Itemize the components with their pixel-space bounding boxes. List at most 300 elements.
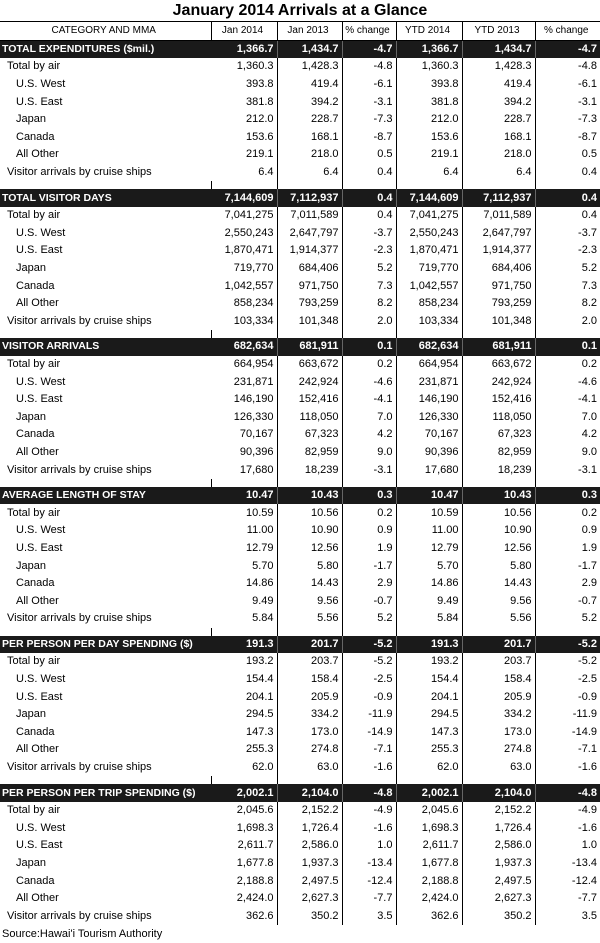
cell-ytd-2014: 62.0 bbox=[396, 759, 462, 777]
spacer-cell bbox=[211, 628, 277, 636]
cell-jan-2014: 126,330 bbox=[211, 408, 277, 426]
cell-month-change: -0.9 bbox=[342, 688, 396, 706]
table-row bbox=[0, 504, 600, 522]
cell-ytd-change: -1.6 bbox=[578, 761, 597, 774]
spacer-cell bbox=[0, 479, 211, 487]
cell-ytd-2014: 126,330 bbox=[396, 408, 462, 426]
cell-ytd-change: 5.2 bbox=[581, 262, 597, 275]
cell-category: All Other bbox=[16, 892, 59, 905]
cell-ytd-2013: 101,348 bbox=[462, 313, 535, 331]
cell-jan-2014: 154.4 bbox=[211, 671, 277, 689]
source-note: Source:Hawai'i Tourism Authority bbox=[2, 928, 163, 940]
cell-ytd-2014: 255.3 bbox=[396, 741, 462, 759]
cell-category: Visitor arrivals by cruise ships bbox=[7, 909, 152, 922]
cell-jan-2014: 90,396 bbox=[211, 444, 277, 462]
cell-jan-2013: 82,959 bbox=[277, 444, 342, 462]
cell-ytd-2013: 1,937.3 bbox=[462, 855, 535, 873]
cell-ytd-2014: 5.70 bbox=[396, 557, 462, 575]
cell-category: TOTAL EXPENDITURES ($mil.) bbox=[0, 40, 211, 58]
cell-ytd-2014: 14.86 bbox=[396, 575, 462, 593]
cell-category: PER PERSON PER DAY SPENDING ($) bbox=[0, 636, 211, 654]
cell-month-change: -7.1 bbox=[342, 741, 396, 759]
cell-ytd-2013: 6.4 bbox=[462, 164, 535, 182]
cell-jan-2014: 664,954 bbox=[211, 356, 277, 374]
cell-ytd-2013: 168.1 bbox=[462, 129, 535, 147]
cell-ytd-2014: 17,680 bbox=[396, 461, 462, 479]
cell-jan-2014: 2,002.1 bbox=[211, 784, 277, 802]
cell-ytd-2013: 681,911 bbox=[462, 338, 535, 356]
cell-category: Total by air bbox=[7, 209, 61, 222]
spacer-cell bbox=[342, 330, 396, 338]
cell-jan-2013: 394.2 bbox=[277, 93, 342, 111]
cell-month-change: 9.0 bbox=[342, 444, 396, 462]
cell-month-change: 2.9 bbox=[342, 575, 396, 593]
cell-ytd-2013: 82,959 bbox=[462, 444, 535, 462]
cell-ytd-2014: 2,188.8 bbox=[396, 872, 462, 890]
column-header-category: CATEGORY AND MMA bbox=[0, 22, 211, 41]
cell-category: U.S. East bbox=[16, 393, 63, 406]
cell-ytd-2013: 394.2 bbox=[462, 93, 535, 111]
cell-month-change: -4.1 bbox=[342, 391, 396, 409]
cell-jan-2013: 1,726.4 bbox=[277, 820, 342, 838]
table-row bbox=[0, 890, 600, 908]
cell-jan-2013: 9.56 bbox=[277, 592, 342, 610]
cell-ytd-change: 3.5 bbox=[581, 909, 597, 922]
cell-jan-2013: 1,937.3 bbox=[277, 855, 342, 873]
spacer-cell bbox=[396, 330, 462, 338]
table-row bbox=[0, 592, 600, 610]
cell-jan-2014: 2,188.8 bbox=[211, 872, 277, 890]
cell-ytd-2014: 153.6 bbox=[396, 129, 462, 147]
cell-month-change: -1.6 bbox=[342, 759, 396, 777]
cell-ytd-2014: 10.59 bbox=[396, 504, 462, 522]
cell-ytd-2014: 858,234 bbox=[396, 295, 462, 313]
table-header bbox=[0, 22, 600, 41]
spacer-cell bbox=[342, 628, 396, 636]
cell-ytd-2013: 2,497.5 bbox=[462, 872, 535, 890]
cell-month-change: -2.5 bbox=[342, 671, 396, 689]
cell-ytd-2014: 5.84 bbox=[396, 610, 462, 628]
cell-ytd-change: -5.2 bbox=[578, 655, 597, 668]
table-row bbox=[0, 837, 600, 855]
cell-jan-2014: 17,680 bbox=[211, 461, 277, 479]
table-row bbox=[0, 557, 600, 575]
cell-category: Canada bbox=[16, 577, 55, 590]
cell-month-change: -4.8 bbox=[342, 58, 396, 76]
cell-ytd-change: -7.1 bbox=[578, 743, 597, 756]
table-row bbox=[0, 872, 600, 890]
cell-jan-2013: 228.7 bbox=[277, 111, 342, 129]
cell-category: U.S. East bbox=[16, 244, 63, 257]
cell-jan-2014: 153.6 bbox=[211, 129, 277, 147]
table-row bbox=[0, 242, 600, 260]
cell-ytd-change: -3.1 bbox=[578, 95, 597, 108]
cell-ytd-2014: 231,871 bbox=[396, 373, 462, 391]
cell-ytd-2014: 1,042,557 bbox=[396, 277, 462, 295]
cell-ytd-2014: 212.0 bbox=[396, 111, 462, 129]
cell-ytd-2014: 2,002.1 bbox=[396, 784, 462, 802]
cell-jan-2014: 219.1 bbox=[211, 146, 277, 164]
cell-ytd-2013: 419.4 bbox=[462, 76, 535, 94]
cell-category: Visitor arrivals by cruise ships bbox=[7, 314, 152, 327]
section-header-row bbox=[0, 636, 600, 654]
cell-jan-2014: 1,677.8 bbox=[211, 855, 277, 873]
cell-ytd-2014: 682,634 bbox=[396, 338, 462, 356]
cell-ytd-2013: 5.56 bbox=[462, 610, 535, 628]
cell-jan-2013: 168.1 bbox=[277, 129, 342, 147]
cell-ytd-2013: 2,586.0 bbox=[462, 837, 535, 855]
cell-category: Visitor arrivals by cruise ships bbox=[7, 166, 152, 179]
cell-jan-2014: 858,234 bbox=[211, 295, 277, 313]
cell-ytd-2014: 90,396 bbox=[396, 444, 462, 462]
cell-month-change: 3.5 bbox=[342, 908, 396, 926]
spacer-cell bbox=[396, 776, 462, 784]
cell-ytd-change: 7.3 bbox=[581, 279, 597, 292]
cell-ytd-2013: 9.56 bbox=[462, 592, 535, 610]
cell-ytd-2014: 294.5 bbox=[396, 706, 462, 724]
cell-ytd-change: -2.5 bbox=[578, 673, 597, 686]
spacer-cell bbox=[277, 181, 342, 189]
cell-ytd-change: 1.0 bbox=[581, 839, 597, 852]
table-row bbox=[0, 802, 600, 820]
cell-ytd-2013: 10.90 bbox=[462, 522, 535, 540]
table-body bbox=[0, 40, 600, 925]
spacer-cell bbox=[342, 181, 396, 189]
cell-category: AVERAGE LENGTH OF STAY bbox=[0, 487, 211, 505]
cell-ytd-change: -1.6 bbox=[578, 821, 597, 834]
cell-jan-2014: 11.00 bbox=[211, 522, 277, 540]
cell-jan-2014: 682,634 bbox=[211, 338, 277, 356]
cell-month-change: -8.7 bbox=[342, 129, 396, 147]
cell-ytd-2014: 70,167 bbox=[396, 426, 462, 444]
table-row bbox=[0, 575, 600, 593]
cell-ytd-2014: 719,770 bbox=[396, 260, 462, 278]
cell-ytd-2013: 2,647,797 bbox=[462, 225, 535, 243]
cell-ytd-change: 0.4 bbox=[581, 209, 597, 222]
cell-month-change: 0.2 bbox=[342, 504, 396, 522]
cell-jan-2013: 10.90 bbox=[277, 522, 342, 540]
cell-month-change: 1.9 bbox=[342, 540, 396, 558]
cell-jan-2014: 193.2 bbox=[211, 653, 277, 671]
cell-jan-2014: 6.4 bbox=[211, 164, 277, 182]
cell-ytd-change: 0.5 bbox=[581, 148, 597, 161]
cell-ytd-2013: 14.43 bbox=[462, 575, 535, 593]
cell-ytd-2013: 1,914,377 bbox=[462, 242, 535, 260]
cell-jan-2014: 7,144,609 bbox=[211, 189, 277, 207]
section-header-row bbox=[0, 487, 600, 505]
cell-month-change: 0.2 bbox=[342, 356, 396, 374]
cell-category: U.S. West bbox=[16, 524, 66, 537]
table-row bbox=[0, 260, 600, 278]
spacer-cell bbox=[535, 330, 600, 338]
cell-category: Total by air bbox=[7, 60, 61, 73]
cell-ytd-change: 0.9 bbox=[581, 524, 597, 537]
cell-ytd-2013: 203.7 bbox=[462, 653, 535, 671]
cell-jan-2014: 10.47 bbox=[211, 487, 277, 505]
cell-month-change: -12.4 bbox=[342, 872, 396, 890]
cell-ytd-change: 2.0 bbox=[581, 314, 597, 327]
cell-ytd-change: 2.9 bbox=[581, 577, 597, 590]
table-row bbox=[0, 908, 600, 926]
column-header-jan-2013: Jan 2013 bbox=[277, 22, 342, 41]
spacer-cell bbox=[211, 181, 277, 189]
cell-month-change: 0.5 bbox=[342, 146, 396, 164]
cell-jan-2013: 684,406 bbox=[277, 260, 342, 278]
cell-ytd-2013: 7,011,589 bbox=[462, 207, 535, 225]
cell-ytd-2014: 9.49 bbox=[396, 592, 462, 610]
cell-month-change: -5.2 bbox=[342, 636, 396, 654]
cell-ytd-change: -7.3 bbox=[578, 113, 597, 126]
cell-ytd-change: -5.2 bbox=[535, 636, 600, 654]
section-header-row bbox=[0, 189, 600, 207]
cell-jan-2013: 2,586.0 bbox=[277, 837, 342, 855]
cell-category: Canada bbox=[16, 279, 55, 292]
cell-month-change: -13.4 bbox=[342, 855, 396, 873]
cell-jan-2014: 14.86 bbox=[211, 575, 277, 593]
cell-jan-2014: 191.3 bbox=[211, 636, 277, 654]
cell-jan-2014: 719,770 bbox=[211, 260, 277, 278]
cell-ytd-2013: 158.4 bbox=[462, 671, 535, 689]
cell-ytd-change: 0.2 bbox=[581, 357, 597, 370]
cell-jan-2014: 5.70 bbox=[211, 557, 277, 575]
spacer-cell bbox=[462, 181, 535, 189]
cell-ytd-change: 9.0 bbox=[581, 445, 597, 458]
cell-ytd-2014: 11.00 bbox=[396, 522, 462, 540]
cell-category: U.S. East bbox=[16, 95, 63, 108]
cell-month-change: -6.1 bbox=[342, 76, 396, 94]
cell-category: Japan bbox=[16, 113, 46, 126]
cell-month-change: 4.2 bbox=[342, 426, 396, 444]
section-spacer bbox=[0, 479, 600, 487]
section-spacer bbox=[0, 776, 600, 784]
table-row bbox=[0, 277, 600, 295]
table-row bbox=[0, 76, 600, 94]
cell-jan-2014: 1,366.7 bbox=[211, 40, 277, 58]
cell-jan-2013: 419.4 bbox=[277, 76, 342, 94]
cell-jan-2014: 146,190 bbox=[211, 391, 277, 409]
spacer-cell bbox=[462, 776, 535, 784]
cell-ytd-2013: 205.9 bbox=[462, 688, 535, 706]
cell-category: Canada bbox=[16, 874, 55, 887]
column-header-ytd-change: % change bbox=[535, 22, 600, 41]
cell-jan-2014: 1,042,557 bbox=[211, 277, 277, 295]
cell-ytd-2014: 147.3 bbox=[396, 724, 462, 742]
table-row bbox=[0, 855, 600, 873]
table-row bbox=[0, 93, 600, 111]
cell-jan-2013: 205.9 bbox=[277, 688, 342, 706]
column-header-row bbox=[0, 22, 600, 41]
cell-ytd-2013: 63.0 bbox=[462, 759, 535, 777]
spacer-cell bbox=[342, 776, 396, 784]
cell-ytd-change: -4.1 bbox=[578, 393, 597, 406]
cell-jan-2013: 2,627.3 bbox=[277, 890, 342, 908]
cell-ytd-2014: 2,045.6 bbox=[396, 802, 462, 820]
table-row bbox=[0, 724, 600, 742]
spacer-cell bbox=[535, 776, 600, 784]
cell-ytd-2014: 154.4 bbox=[396, 671, 462, 689]
cell-jan-2014: 212.0 bbox=[211, 111, 277, 129]
cell-ytd-2014: 103,334 bbox=[396, 313, 462, 331]
cell-category: Total by air bbox=[7, 506, 61, 519]
cell-month-change: -3.1 bbox=[342, 461, 396, 479]
cell-month-change: 7.3 bbox=[342, 277, 396, 295]
section-spacer bbox=[0, 330, 600, 338]
cell-jan-2013: 2,497.5 bbox=[277, 872, 342, 890]
cell-category: Visitor arrivals by cruise ships bbox=[7, 612, 152, 625]
cell-ytd-2013: 684,406 bbox=[462, 260, 535, 278]
cell-month-change: -1.6 bbox=[342, 820, 396, 838]
cell-jan-2014: 2,424.0 bbox=[211, 890, 277, 908]
cell-ytd-change: 0.4 bbox=[581, 166, 597, 179]
cell-ytd-change: 5.2 bbox=[581, 612, 597, 625]
cell-jan-2013: 118,050 bbox=[277, 408, 342, 426]
table-row bbox=[0, 373, 600, 391]
cell-ytd-2014: 6.4 bbox=[396, 164, 462, 182]
cell-jan-2013: 203.7 bbox=[277, 653, 342, 671]
cell-month-change: -7.3 bbox=[342, 111, 396, 129]
cell-ytd-change: -11.9 bbox=[572, 708, 597, 721]
cell-jan-2013: 793,259 bbox=[277, 295, 342, 313]
column-header-ytd-2013: YTD 2013 bbox=[462, 22, 535, 41]
cell-ytd-change: -6.1 bbox=[578, 78, 597, 91]
cell-ytd-2013: 242,924 bbox=[462, 373, 535, 391]
cell-ytd-change: -4.8 bbox=[535, 784, 600, 802]
table-row bbox=[0, 207, 600, 225]
table-row bbox=[0, 356, 600, 374]
cell-ytd-2013: 1,726.4 bbox=[462, 820, 535, 838]
cell-month-change: -5.2 bbox=[342, 653, 396, 671]
cell-category: Canada bbox=[16, 428, 55, 441]
spacer-cell bbox=[0, 330, 211, 338]
cell-ytd-2014: 381.8 bbox=[396, 93, 462, 111]
table-row bbox=[0, 653, 600, 671]
spacer-cell bbox=[462, 330, 535, 338]
cell-jan-2013: 242,924 bbox=[277, 373, 342, 391]
cell-category: U.S. East bbox=[16, 839, 63, 852]
cell-jan-2013: 663,672 bbox=[277, 356, 342, 374]
cell-jan-2014: 2,611.7 bbox=[211, 837, 277, 855]
table-row bbox=[0, 295, 600, 313]
cell-ytd-2014: 1,366.7 bbox=[396, 40, 462, 58]
cell-ytd-2013: 663,672 bbox=[462, 356, 535, 374]
cell-jan-2013: 350.2 bbox=[277, 908, 342, 926]
cell-jan-2013: 12.56 bbox=[277, 540, 342, 558]
table-row bbox=[0, 164, 600, 182]
cell-ytd-2014: 204.1 bbox=[396, 688, 462, 706]
cell-month-change: 5.2 bbox=[342, 260, 396, 278]
report-title: January 2014 Arrivals at a Glance bbox=[172, 2, 428, 19]
cell-jan-2013: 63.0 bbox=[277, 759, 342, 777]
cell-jan-2013: 158.4 bbox=[277, 671, 342, 689]
cell-ytd-2013: 201.7 bbox=[462, 636, 535, 654]
cell-month-change: -1.7 bbox=[342, 557, 396, 575]
cell-ytd-change: -12.4 bbox=[571, 874, 597, 887]
cell-jan-2013: 1,428.3 bbox=[277, 58, 342, 76]
spacer-cell bbox=[462, 479, 535, 487]
table-row bbox=[0, 111, 600, 129]
cell-category: Japan bbox=[16, 262, 46, 275]
cell-ytd-2013: 2,152.2 bbox=[462, 802, 535, 820]
cell-jan-2014: 294.5 bbox=[211, 706, 277, 724]
spacer-cell bbox=[535, 181, 600, 189]
cell-ytd-2014: 1,360.3 bbox=[396, 58, 462, 76]
cell-jan-2013: 6.4 bbox=[277, 164, 342, 182]
cell-ytd-2014: 2,611.7 bbox=[396, 837, 462, 855]
table-row bbox=[0, 688, 600, 706]
cell-month-change: -11.9 bbox=[342, 706, 396, 724]
cell-category: Japan bbox=[16, 708, 46, 721]
cell-ytd-2014: 7,041,275 bbox=[396, 207, 462, 225]
cell-jan-2014: 147.3 bbox=[211, 724, 277, 742]
cell-ytd-2013: 10.43 bbox=[462, 487, 535, 505]
cell-ytd-change: 0.3 bbox=[535, 487, 600, 505]
cell-month-change: 0.4 bbox=[342, 164, 396, 182]
cell-jan-2013: 7,112,937 bbox=[277, 189, 342, 207]
cell-category: U.S. West bbox=[16, 78, 66, 91]
cell-month-change: -4.8 bbox=[342, 784, 396, 802]
arrivals-table bbox=[0, 21, 600, 925]
cell-ytd-2013: 10.56 bbox=[462, 504, 535, 522]
cell-ytd-2014: 362.6 bbox=[396, 908, 462, 926]
cell-jan-2013: 334.2 bbox=[277, 706, 342, 724]
table-row bbox=[0, 129, 600, 147]
cell-month-change: 0.4 bbox=[342, 189, 396, 207]
cell-category: Canada bbox=[16, 725, 55, 738]
cell-ytd-2013: 334.2 bbox=[462, 706, 535, 724]
spacer-cell bbox=[462, 628, 535, 636]
cell-jan-2013: 101,348 bbox=[277, 313, 342, 331]
cell-ytd-2014: 393.8 bbox=[396, 76, 462, 94]
cell-jan-2013: 2,152.2 bbox=[277, 802, 342, 820]
table-row bbox=[0, 58, 600, 76]
cell-category: Visitor arrivals by cruise ships bbox=[7, 463, 152, 476]
cell-ytd-2014: 664,954 bbox=[396, 356, 462, 374]
cell-jan-2014: 255.3 bbox=[211, 741, 277, 759]
cell-jan-2013: 10.43 bbox=[277, 487, 342, 505]
cell-category: U.S. East bbox=[16, 690, 63, 703]
cell-month-change: -3.1 bbox=[342, 93, 396, 111]
cell-category: All Other bbox=[16, 594, 59, 607]
cell-jan-2014: 204.1 bbox=[211, 688, 277, 706]
cell-jan-2013: 274.8 bbox=[277, 741, 342, 759]
cell-jan-2013: 1,434.7 bbox=[277, 40, 342, 58]
cell-ytd-2013: 12.56 bbox=[462, 540, 535, 558]
cell-month-change: 0.4 bbox=[342, 207, 396, 225]
cell-ytd-2014: 219.1 bbox=[396, 146, 462, 164]
spacer-cell bbox=[0, 628, 211, 636]
spacer-cell bbox=[396, 479, 462, 487]
cell-jan-2013: 152,416 bbox=[277, 391, 342, 409]
cell-ytd-change: -0.9 bbox=[578, 690, 597, 703]
table-row bbox=[0, 759, 600, 777]
cell-category: Visitor arrivals by cruise ships bbox=[7, 761, 152, 774]
cell-jan-2014: 2,550,243 bbox=[211, 225, 277, 243]
cell-ytd-2013: 118,050 bbox=[462, 408, 535, 426]
cell-category: U.S. West bbox=[16, 226, 66, 239]
cell-month-change: 0.9 bbox=[342, 522, 396, 540]
cell-jan-2014: 231,871 bbox=[211, 373, 277, 391]
cell-month-change: -4.7 bbox=[342, 40, 396, 58]
cell-category: Japan bbox=[16, 857, 46, 870]
cell-category: Total by air bbox=[7, 804, 61, 817]
cell-ytd-2013: 793,259 bbox=[462, 295, 535, 313]
cell-ytd-2014: 146,190 bbox=[396, 391, 462, 409]
cell-ytd-change: 1.9 bbox=[581, 541, 597, 554]
spacer-cell bbox=[277, 776, 342, 784]
cell-ytd-2013: 350.2 bbox=[462, 908, 535, 926]
cell-ytd-2014: 2,424.0 bbox=[396, 890, 462, 908]
table-row bbox=[0, 313, 600, 331]
